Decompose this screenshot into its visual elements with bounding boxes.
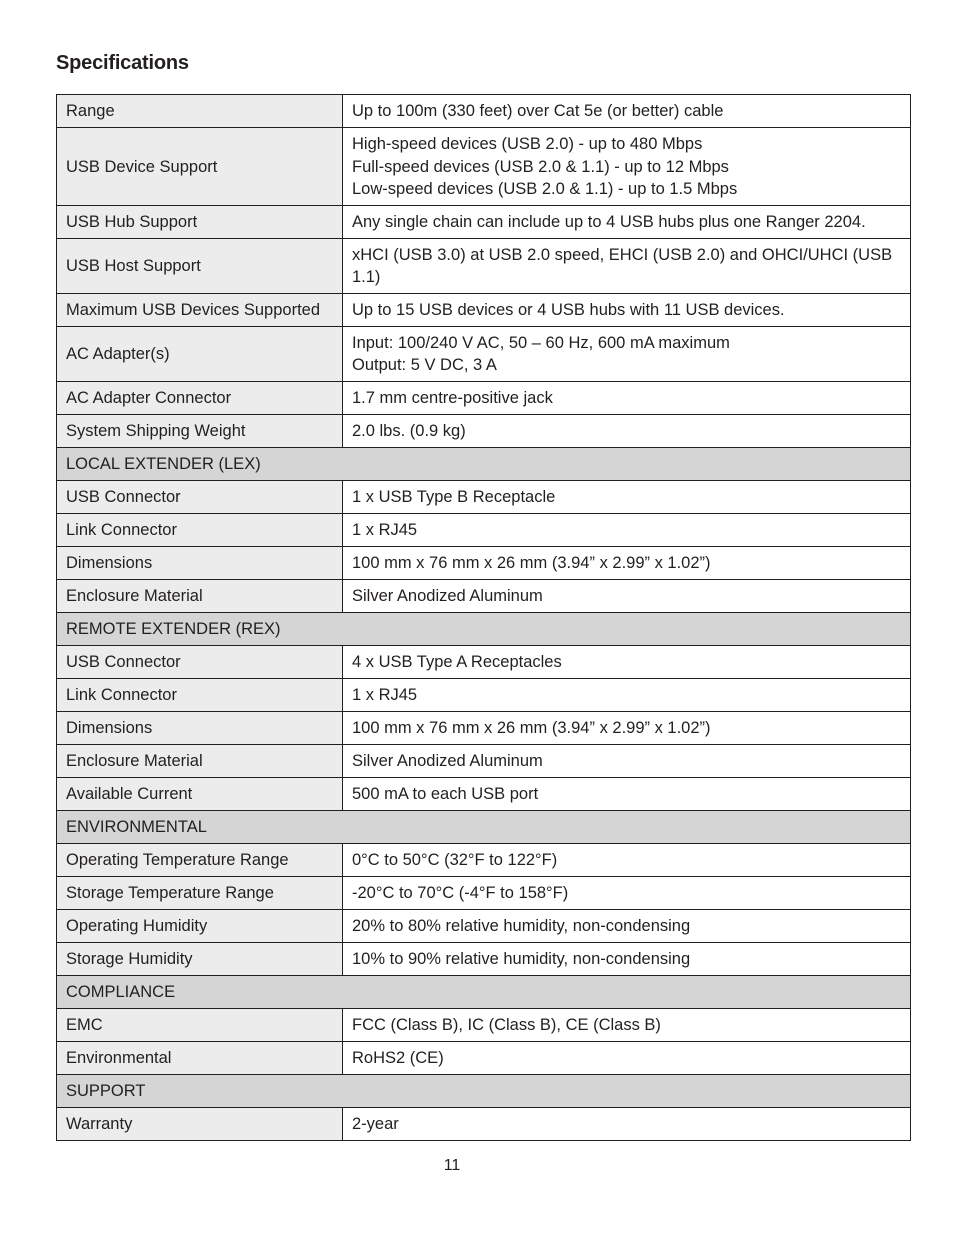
- spec-value-line: -20°C to 70°C (-4°F to 158°F): [352, 883, 569, 902]
- specifications-table: [56, 94, 911, 1141]
- spec-value-line: 100 mm x 76 mm x 26 mm (3.94” x 2.99” x 1.02”): [352, 718, 711, 737]
- spec-row: [57, 513, 911, 546]
- spec-label: System Shipping Weight: [57, 414, 343, 447]
- spec-row: [57, 480, 911, 513]
- page-number: 11: [443, 1157, 461, 1174]
- spec-value-line: Up to 100m (330 feet) over Cat 5e (or better) cable: [352, 102, 724, 121]
- spec-row: [57, 326, 911, 381]
- spec-value-line: Silver Anodized Aluminum: [352, 586, 543, 605]
- spec-value: [343, 381, 911, 414]
- spec-value-line: Any single chain can include up to 4 USB hubs plus one Ranger 2204.: [352, 212, 866, 231]
- spec-value-line: 10% to 90% relative humidity, non-condensing: [352, 949, 691, 968]
- spec-value-line: 100 mm x 76 mm x 26 mm (3.94” x 2.99” x 1.02”): [352, 553, 711, 572]
- spec-label: AC Adapter Connector: [57, 381, 343, 414]
- spec-value-line: FCC (Class B), IC (Class B), CE (Class B): [352, 1015, 661, 1034]
- spec-value-line: xHCI (USB 3.0) at USB 2.0 speed, EHCI (USB 2.0) and OHCI/UHCI (USB 1.1): [352, 245, 893, 286]
- spec-label: Maximum USB Devices Supported: [57, 293, 343, 326]
- spec-value-line: 2-year: [352, 1114, 399, 1133]
- spec-row: [57, 744, 911, 777]
- spec-row: [57, 579, 911, 612]
- spec-value: [343, 546, 911, 579]
- spec-value-line: 0°C to 50°C (32°F to 122°F): [352, 850, 558, 869]
- spec-label: Storage Temperature Range: [57, 876, 343, 909]
- spec-value: [343, 414, 911, 447]
- spec-row: [57, 843, 911, 876]
- spec-row: [57, 546, 911, 579]
- spec-value-line: Input: 100/240 V AC, 50 – 60 Hz, 600 mA maximum: [352, 333, 730, 352]
- spec-value: [343, 326, 911, 381]
- spec-label: Operating Humidity: [57, 909, 343, 942]
- spec-row: [57, 238, 911, 293]
- spec-row: [57, 414, 911, 447]
- spec-value: [343, 579, 911, 612]
- spec-row: [57, 777, 911, 810]
- spec-value-line: 1 x USB Type B Receptacle: [352, 487, 556, 506]
- spec-row: [57, 942, 911, 975]
- spec-value: [343, 777, 911, 810]
- spec-row: [57, 711, 911, 744]
- spec-value: [343, 843, 911, 876]
- spec-label: Available Current: [57, 777, 343, 810]
- spec-label: Link Connector: [57, 678, 343, 711]
- spec-row: [57, 95, 911, 128]
- spec-row: [57, 128, 911, 206]
- spec-value-line: 4 x USB Type A Receptacles: [352, 652, 562, 671]
- specifications-table-body: [57, 95, 911, 1141]
- spec-value-line: 20% to 80% relative humidity, non-condensing: [352, 916, 691, 935]
- spec-label: Enclosure Material: [57, 744, 343, 777]
- spec-value: [343, 293, 911, 326]
- spec-value: [343, 205, 911, 238]
- spec-row: [57, 1008, 911, 1041]
- spec-row: [57, 381, 911, 414]
- section-header: ENVIRONMENTAL: [57, 810, 911, 843]
- spec-value: [343, 1107, 911, 1140]
- spec-value: [343, 678, 911, 711]
- spec-value: [343, 1041, 911, 1074]
- spec-row: [57, 909, 911, 942]
- spec-label: Dimensions: [57, 546, 343, 579]
- section-header: COMPLIANCE: [57, 975, 911, 1008]
- spec-value: [343, 513, 911, 546]
- spec-label: Environmental: [57, 1041, 343, 1074]
- spec-value: [343, 95, 911, 128]
- spec-label: USB Host Support: [57, 238, 343, 293]
- spec-label: Warranty: [57, 1107, 343, 1140]
- section-header-row: [57, 1074, 911, 1107]
- spec-value: [343, 480, 911, 513]
- spec-value-line: 1 x RJ45: [352, 685, 418, 704]
- spec-value-line: RoHS2 (CE): [352, 1048, 444, 1067]
- spec-row: [57, 678, 911, 711]
- spec-label: EMC: [57, 1008, 343, 1041]
- spec-value-line: 500 mA to each USB port: [352, 784, 539, 803]
- spec-label: Dimensions: [57, 711, 343, 744]
- spec-value: [343, 942, 911, 975]
- spec-value-line: High-speed devices (USB 2.0) - up to 480 Mbps: [352, 135, 703, 153]
- spec-label: AC Adapter(s): [57, 326, 343, 381]
- spec-label: Range: [57, 95, 343, 128]
- spec-row: [57, 293, 911, 326]
- spec-value: [343, 909, 911, 942]
- page-title: Specifications: [56, 52, 189, 74]
- spec-value: [343, 128, 911, 206]
- section-header-row: [57, 612, 911, 645]
- spec-row: [57, 645, 911, 678]
- spec-value-line: Silver Anodized Aluminum: [352, 751, 543, 770]
- spec-value: [343, 1008, 911, 1041]
- spec-label: USB Hub Support: [57, 205, 343, 238]
- section-header-row: [57, 975, 911, 1008]
- spec-row: [57, 1107, 911, 1140]
- spec-value-line: 1 x RJ45: [352, 520, 418, 539]
- section-header: LOCAL EXTENDER (LEX): [57, 447, 911, 480]
- spec-label: USB Connector: [57, 480, 343, 513]
- spec-label: USB Device Support: [57, 128, 343, 206]
- section-header-row: [57, 447, 911, 480]
- spec-value-line: Up to 15 USB devices or 4 USB hubs with 11 USB devices.: [352, 300, 785, 319]
- spec-value-line: Full-speed devices (USB 2.0 & 1.1) - up to 12 Mbps: [352, 157, 729, 176]
- spec-row: [57, 876, 911, 909]
- spec-value-line: 1.7 mm centre-positive jack: [352, 388, 553, 407]
- spec-value-line: Output: 5 V DC, 3 A: [352, 356, 497, 374]
- spec-value: [343, 711, 911, 744]
- spec-label: Enclosure Material: [57, 579, 343, 612]
- spec-label: Link Connector: [57, 513, 343, 546]
- spec-row: [57, 205, 911, 238]
- spec-value: [343, 876, 911, 909]
- section-header: SUPPORT: [57, 1074, 911, 1107]
- spec-value: [343, 238, 911, 293]
- section-header: REMOTE EXTENDER (REX): [57, 612, 911, 645]
- spec-value: [343, 645, 911, 678]
- section-header-row: [57, 810, 911, 843]
- spec-label: Operating Temperature Range: [57, 843, 343, 876]
- spec-row: [57, 1041, 911, 1074]
- spec-label: USB Connector: [57, 645, 343, 678]
- spec-label: Storage Humidity: [57, 942, 343, 975]
- spec-value-line: 2.0 lbs. (0.9 kg): [352, 421, 466, 440]
- spec-value: [343, 744, 911, 777]
- spec-value-line: Low-speed devices (USB 2.0 & 1.1) - up to 1.5 Mbps: [352, 180, 738, 198]
